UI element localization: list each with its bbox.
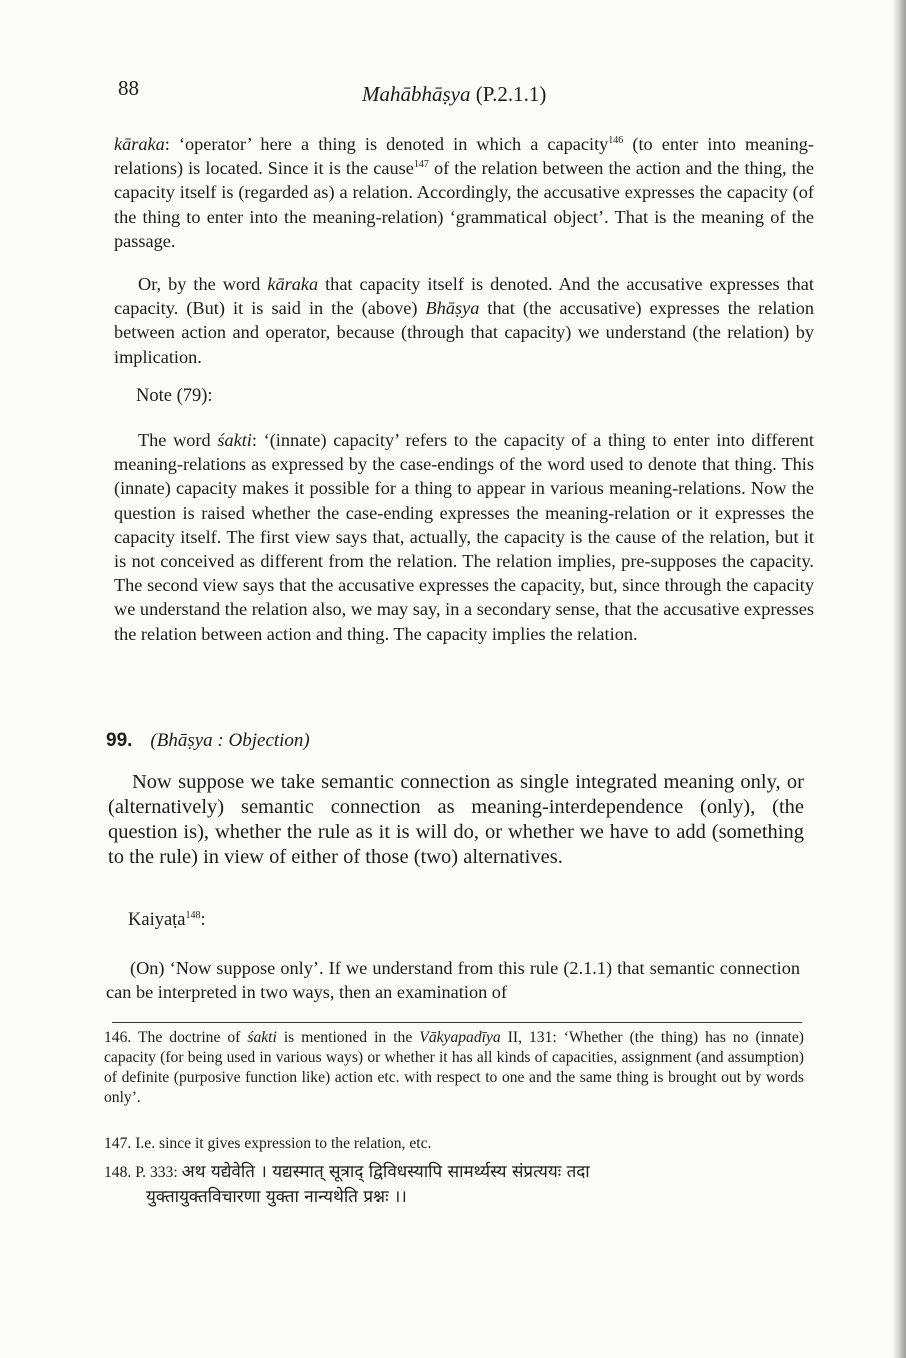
- footnote-146-number: 146.: [104, 1029, 132, 1046]
- footnote-148: [104, 1162, 804, 1207]
- footnote-ref-148[interactable]: 148: [185, 909, 201, 921]
- running-section: (P.2.1.1): [475, 82, 547, 106]
- p2-text-2: that capacity itself is denoted. And the accusative expresses that capacity. (But) it is said in the (above): [114, 274, 814, 319]
- p3-text-1: The word: [138, 430, 218, 450]
- footnote-147-number: 147.: [104, 1135, 132, 1152]
- fn146-term-vakyapadiya: Vākyapadīya: [419, 1029, 501, 1046]
- page-header: [114, 72, 814, 112]
- p2-text-1: Or, by the word: [138, 274, 268, 294]
- running-title-text: Mahābhāṣya: [362, 82, 471, 106]
- kaiyata-colon: :: [200, 910, 206, 930]
- page-edge-shadow: [892, 0, 906, 1358]
- paragraph-note-79: [114, 428, 814, 646]
- fn146-text-3: II, 131: ‘Whether (the thing) has no (innate) capacity (for being used in various ways) or whether it has all kinds of capacities, assignment (and assumption) of definite (purposive function like) action etc. with respect to one and the same thing is brought out by words only’.: [104, 1029, 804, 1106]
- paragraph-kaiyata: (On) ‘Now suppose only’. If we understand from this rule (2.1.1) that semantic connection can be interpreted in two ways, then an examination of: [106, 958, 800, 1003]
- p2-text-3: that (the accusative) expresses the relation between action and operator, because (through that capacity) we understand (the relation) by implication.: [114, 298, 814, 367]
- footnote-147: [104, 1134, 804, 1154]
- section-heading: [106, 730, 310, 752]
- footnote-ref-146[interactable]: 146: [608, 134, 624, 146]
- fn148-sanskrit-line-1: अथ यद्येवेति । यद्यस्मात् सूत्राद् द्विविधस्यापि सामर्थ्यस्य संप्रत्ययः तदा: [181, 1162, 590, 1182]
- footnote-ref-147[interactable]: 147: [413, 159, 429, 171]
- paragraph-objection: Now suppose we take semantic connection as single integrated meaning only, or (alternatively) semantic connection as meaning-interdependence (only), (the question is), whether the rule as it is will do, or whether we have to add (something to the rule) in view of either of those (two) alternatives.: [108, 771, 804, 868]
- term-karaka: kāraka: [114, 134, 165, 154]
- paragraph-karaka: [114, 132, 814, 253]
- p3-text-2: : ‘(innate) capacity’ refers to the capacity of a thing to enter into different meaning-relations as expressed by the case-endings of the word used to denote that thing. This (innate) capacity makes it possible for a thing to appear in various meaning-relations. Now the question is raised whether the case-ending expresses the meaning-relation or it expresses the capacity itself. The first view says that, actually, the capacity is the cause of the relation, but it is not conceived as different from the relation. The relation implies, pre-supposes the capacity. The second view says that the accusative expresses the capacity, but, since through the capacity we understand the relation also, we may say, in a secondary sense, that the accusative expresses the relation between action and thing. The capacity implies the relation.: [114, 430, 814, 644]
- fn146-term-sakti: śakti: [247, 1029, 277, 1046]
- note-label: Note (79):: [136, 386, 213, 406]
- p1-text-2: (to enter into meaning-relations) is located. Since it is the cause: [114, 134, 814, 179]
- fn146-text-1: The doctrine of: [138, 1029, 248, 1046]
- fn147-text: I.e. since it gives expression to the relation, etc.: [135, 1135, 432, 1152]
- kaiyata-text: Kaiyaṭa: [128, 910, 186, 930]
- term-karaka-2: kāraka: [267, 274, 319, 294]
- fn146-text-2: is mentioned in the: [276, 1029, 420, 1046]
- term-sakti: śakti: [217, 430, 252, 450]
- term-bhasya: Bhāṣya: [425, 298, 480, 319]
- paragraph-alternative: [114, 272, 814, 369]
- footnote-148-number: 148.: [104, 1164, 132, 1181]
- kaiyata-label: [128, 910, 206, 931]
- p1-text-1: : ‘operator’ here a thing is denoted in which a capacity: [164, 134, 609, 154]
- section-number: 99.: [106, 730, 133, 751]
- section-title: (Bhāṣya : Objection): [150, 730, 310, 751]
- footnote-146: [104, 1028, 804, 1108]
- footnote-divider: [112, 1022, 802, 1023]
- p1-text-3: of the relation between the action and the thing, the capacity itself is (regarded as) a relation. Accordingly, the accusative expresses the capacity (of the thing to enter into the meaning-relation) ‘grammatical object’. That is the meaning of the passage.: [114, 158, 814, 251]
- page-number: 88: [118, 76, 139, 100]
- fn148-reference: P. 333:: [135, 1164, 178, 1181]
- fn148-sanskrit-line-2: युक्तायुक्तविचारणा युक्ता नान्यथेति प्रश्नः ।।: [146, 1187, 407, 1207]
- running-title: [362, 82, 546, 107]
